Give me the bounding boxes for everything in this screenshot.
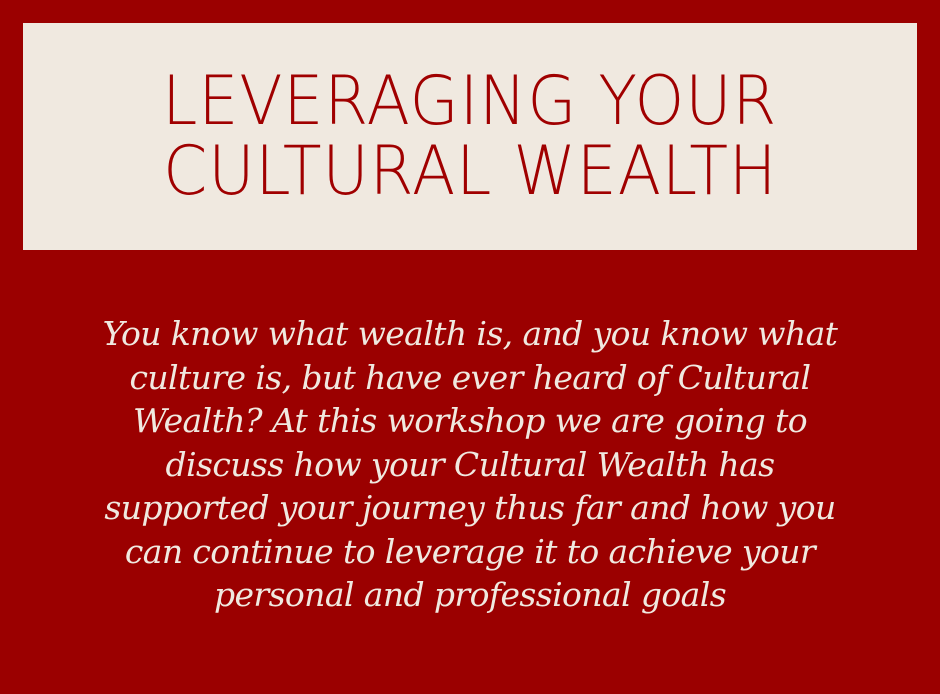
workshop-description: You know what wealth is, and you know what culture is, but have ever heard of Cultural Wealth? At this workshop we are going to discuss how your Cultural Wealth has supported your journey thus far and how you can continue to leverage it to achieve your personal and professional goals — [102, 314, 838, 614]
title-card — [23, 23, 917, 250]
title-line-1: LEVERAGING YOUR — [162, 61, 778, 141]
title-line-2: CULTURAL WEALTH — [162, 131, 778, 211]
